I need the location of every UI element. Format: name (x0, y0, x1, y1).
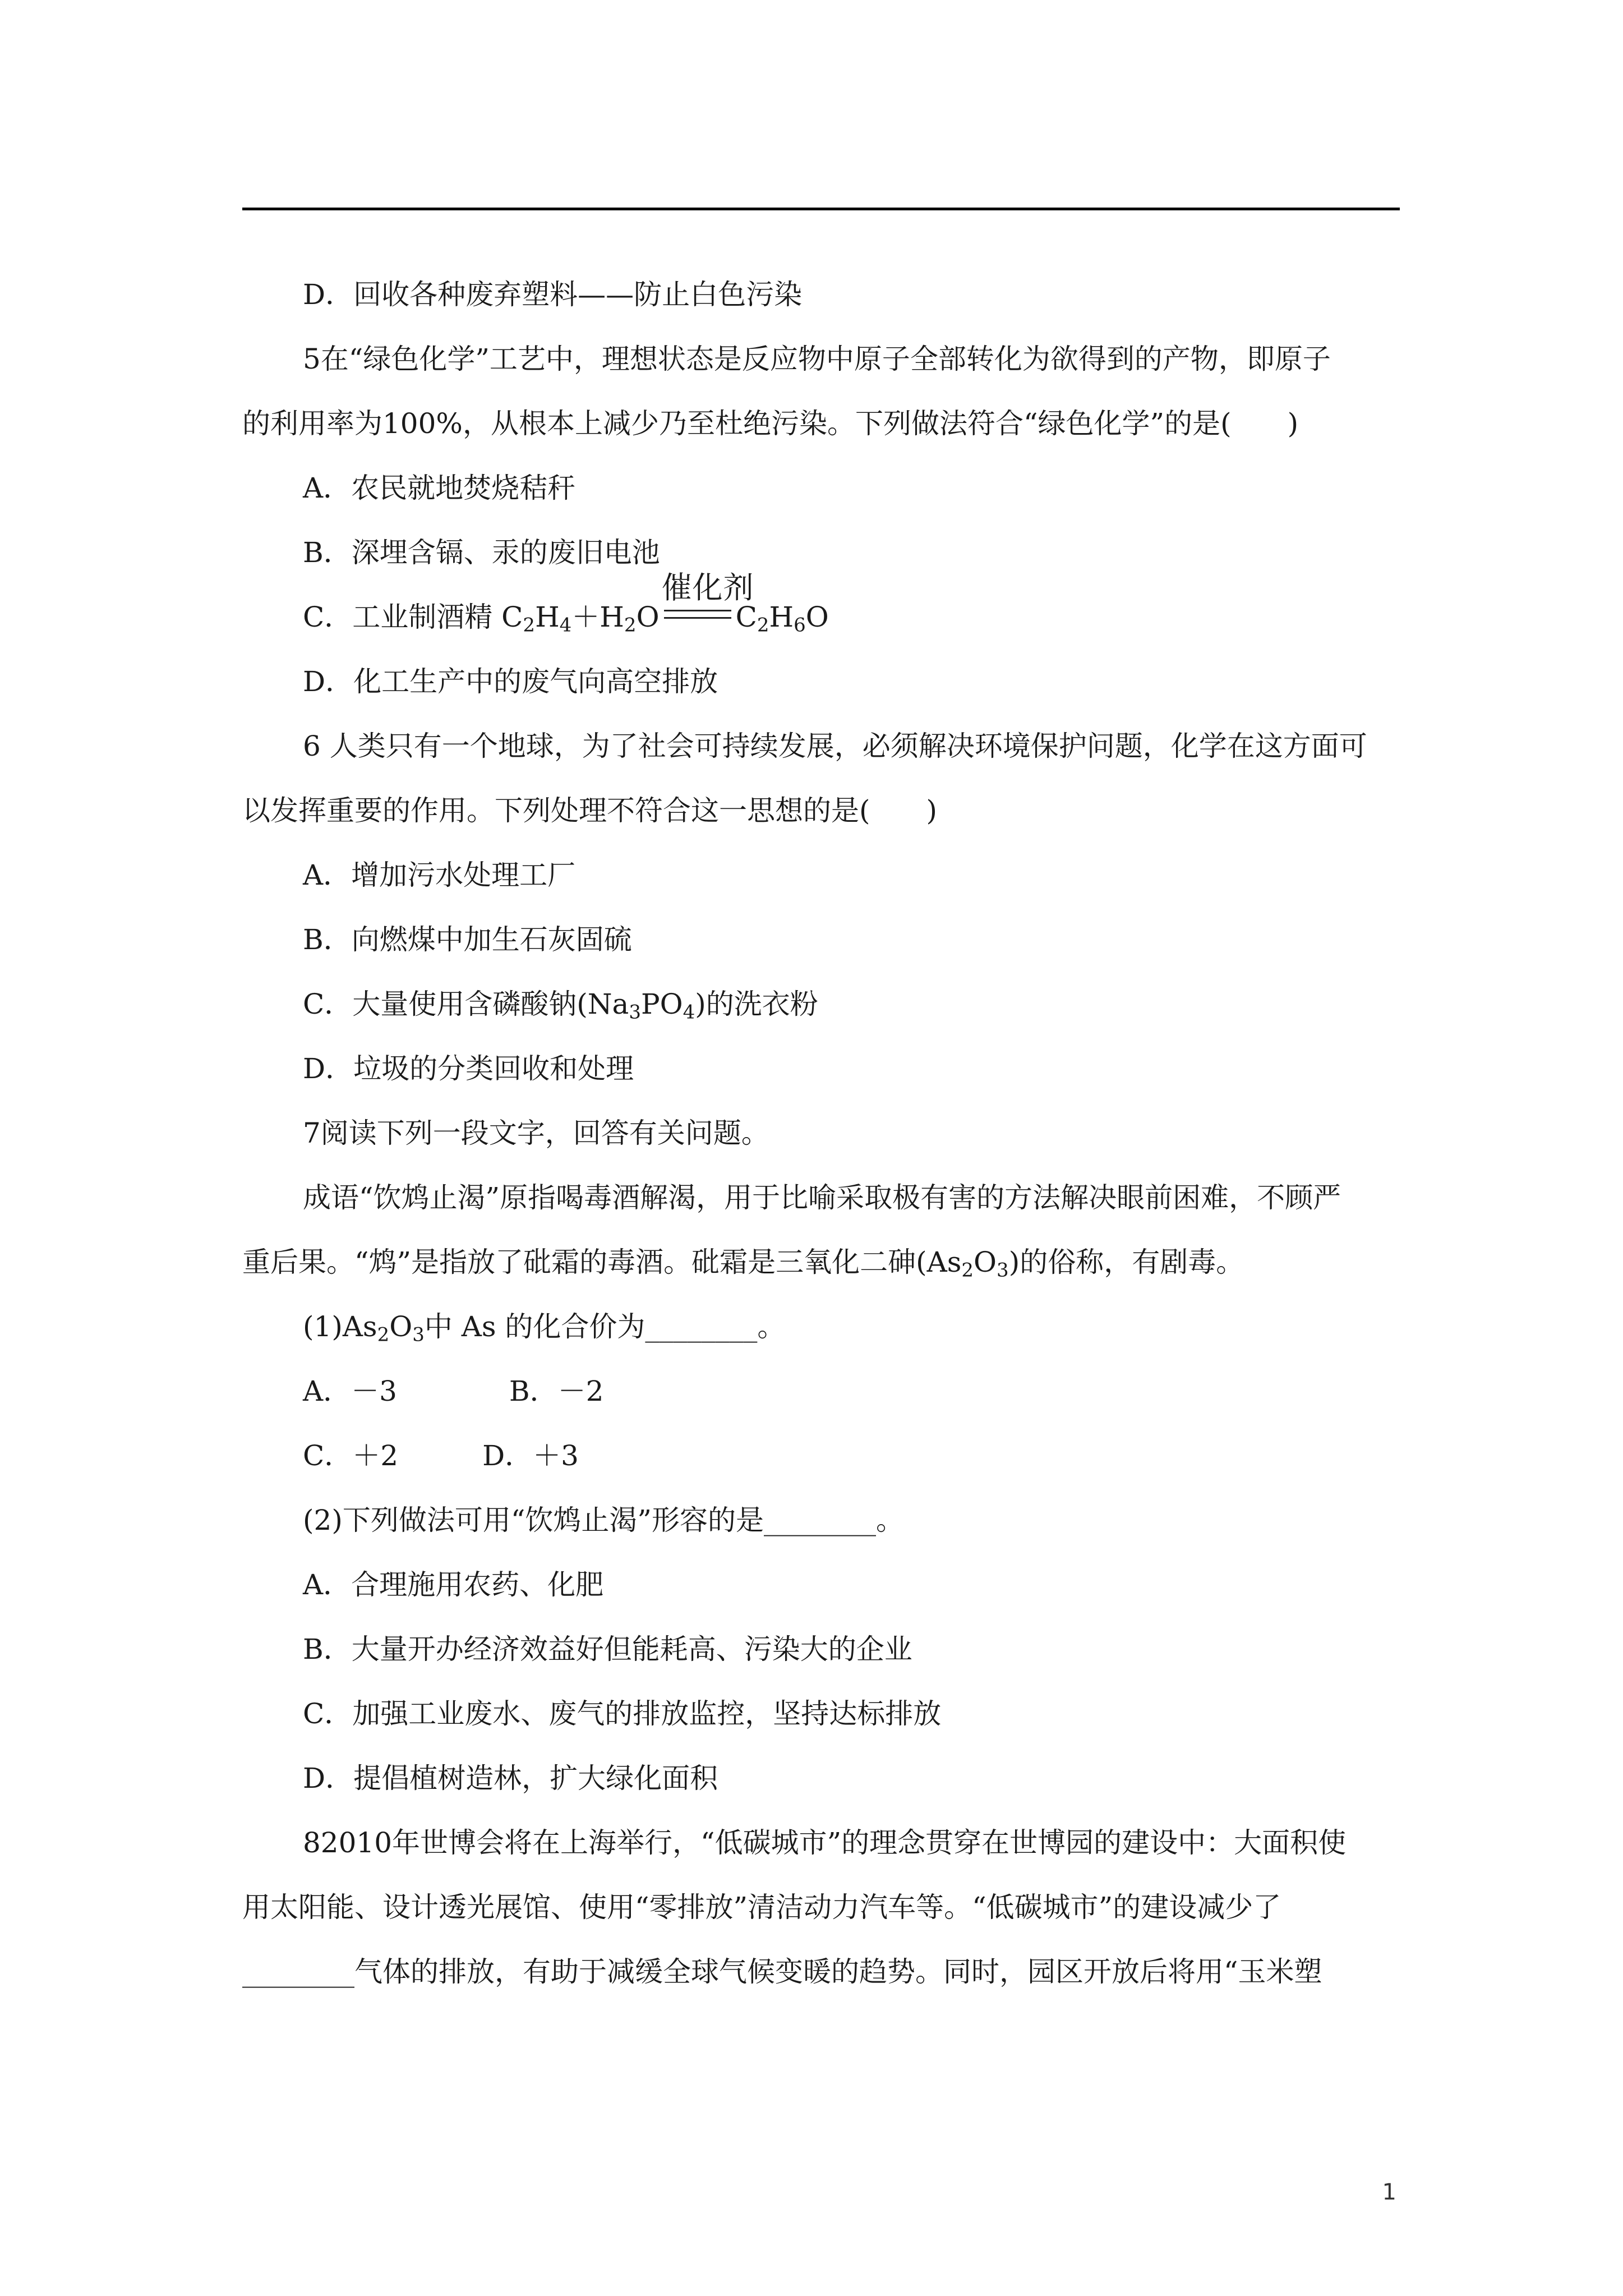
text-run: ＋H (571, 601, 624, 633)
text-line: C．加强工业废水、废气的排放监控，坚持达标排放 (303, 1697, 942, 1730)
text-line: 6 人类只有一个地球，为了社会可持续发展，必须解决环境保护问题，化学在这方面可 (303, 730, 1367, 762)
text-run: )的俗称，有剧毒。 (1008, 1246, 1244, 1278)
subscript: 2 (377, 1323, 390, 1346)
text-line: D．提倡植树造林，扩大绿化面积 (303, 1762, 718, 1795)
text-run: )的洗衣粉 (695, 988, 818, 1020)
text-line: B．深埋含镉、汞的废旧电池 (303, 536, 660, 569)
text-run: H (535, 601, 560, 633)
text-run: C (735, 601, 757, 633)
subscript: 4 (683, 1001, 695, 1024)
option-c-chemical-equation (242, 570, 1400, 650)
subscript: 2 (624, 614, 637, 637)
text-line: 以发挥重要的作用。下列处理不符合这一思想的是( ) (242, 794, 938, 827)
text-line: 用太阳能、设计透光展馆、使用“零排放”清洁动力汽车等。“低碳城市”的建设减少了 (242, 1891, 1281, 1924)
text-run: PO (640, 988, 683, 1020)
page-number: 1 (1382, 2179, 1396, 2205)
document-body (242, 263, 1400, 2004)
text-line: D．回收各种废弃塑料——防止白色污染 (303, 278, 803, 311)
subscript: 2 (961, 1259, 974, 1282)
text-run: H (769, 601, 794, 633)
text-run: C．工业制酒精 C (303, 601, 523, 633)
subscript: 3 (412, 1323, 425, 1346)
text-run: C．大量使用含磷酸钠(Na (303, 988, 629, 1020)
text-line: (2)下列做法可用“饮鸩止渴”形容的是________。 (303, 1504, 904, 1536)
subscript: 2 (523, 614, 536, 637)
text-line: A．－3 B．－2 (303, 1375, 604, 1407)
subscript: 3 (997, 1259, 1009, 1282)
text-run: O (389, 1310, 413, 1343)
text-line: C．＋2 D．＋3 (303, 1439, 579, 1472)
text-run: (1)As (303, 1310, 377, 1343)
text-line: ________气体的排放，有助于减缓全球气候变暖的趋势。同时，园区开放后将用“玉米塑 (242, 1955, 1322, 1988)
text-line: A．农民就地焚烧秸秆 (303, 472, 576, 504)
header-rule (242, 208, 1400, 210)
text-line: B．向燃煤中加生石灰固硫 (303, 923, 632, 956)
text-run: O (636, 601, 660, 633)
reaction-arrow (661, 570, 754, 627)
question-7-part-1 (242, 1295, 1400, 1359)
text-line: D．垃圾的分类回收和处理 (303, 1052, 634, 1085)
equals-sign (664, 610, 731, 619)
text-line: A．增加污水处理工厂 (303, 859, 576, 891)
text-run: O (805, 601, 829, 633)
option-c-sodium-phosphate (242, 972, 1400, 1037)
subscript: 4 (559, 614, 572, 637)
text-line: 成语“饮鸩止渴”原指喝毒酒解渴，用于比喻采取极有害的方法解决眼前困难，不顾严 (303, 1181, 1341, 1214)
text-line: 82010年世博会将在上海举行，“低碳城市”的理念贯穿在世博园的建设中：大面积使 (303, 1826, 1347, 1859)
text-run: 中 As 的化合价为________。 (424, 1310, 786, 1343)
text-line: A．合理施用农药、化肥 (303, 1568, 604, 1601)
catalyst-label: 催化剂 (661, 570, 754, 605)
text-run: O (974, 1246, 997, 1278)
subscript: 2 (757, 614, 769, 637)
subscript: 6 (794, 614, 806, 637)
text-line: 7阅读下列一段文字，回答有关问题。 (303, 1117, 769, 1149)
arsenic-trioxide-line (242, 1230, 1400, 1295)
text-line: 5在“绿色化学”工艺中，理想状态是反应物中原子全部转化为欲得到的产物，即原子 (303, 343, 1331, 375)
text-line: D．化工生产中的废气向高空排放 (303, 665, 718, 698)
text-run: 重后果。“鸩”是指放了砒霜的毒酒。砒霜是三氧化二砷(As (242, 1246, 962, 1278)
subscript: 3 (629, 1001, 641, 1024)
text-line: 的利用率为100%，从根本上减少乃至杜绝污染。下列做法符合“绿色化学”的是( ) (242, 407, 1299, 440)
text-line: B．大量开办经济效益好但能耗高、污染大的企业 (303, 1633, 912, 1665)
